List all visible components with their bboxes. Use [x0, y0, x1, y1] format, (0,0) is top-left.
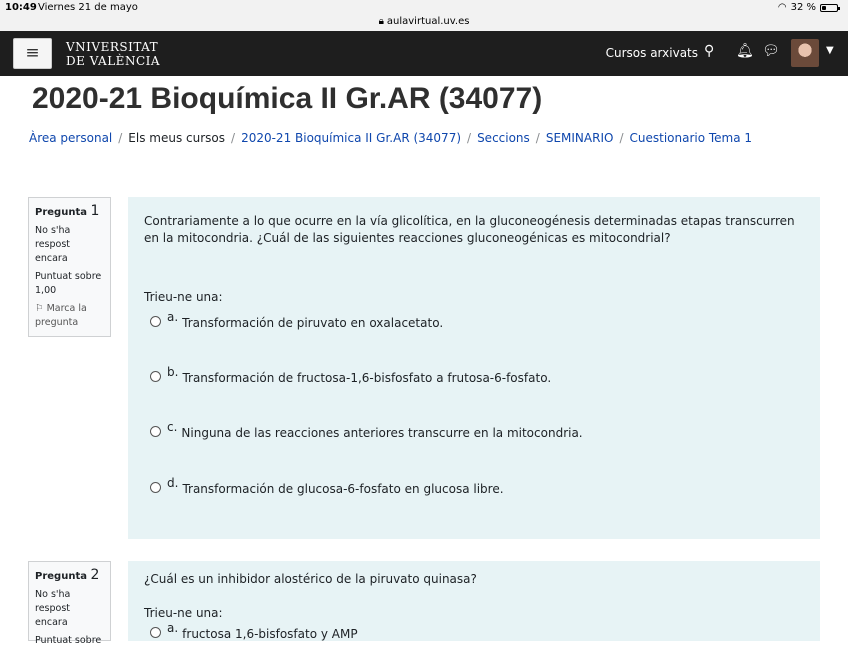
chat-icon[interactable]: 💬︎	[762, 43, 780, 59]
question-text: ¿Cuál es un inhibidor alostérico de la piruvato quinasa?	[144, 572, 477, 586]
question-number: Pregunta 2	[35, 567, 100, 583]
breadcrumb-item-course[interactable]: 2020-21 Bioquímica II Gr.AR (34077)	[241, 131, 462, 145]
battery-percent: 32 %	[790, 2, 816, 13]
flag-icon: ⚐	[35, 303, 44, 314]
status-date: Viernes 21 de mayo	[38, 2, 138, 13]
battery-icon	[820, 4, 838, 12]
lock-icon: 🔒︎	[378, 16, 384, 27]
answer-option-b[interactable]: b. Transformación de fructosa-1,6-bisfosfato a frutosa-6-fosfato.	[150, 368, 551, 385]
url-bar[interactable]	[0, 15, 848, 31]
answer-option-d[interactable]: d. Transformación de glucosa-6-fosfato en glucosa libre.	[150, 479, 504, 496]
question-points: Puntuat sobre 1,00	[35, 271, 102, 296]
flag-question[interactable]: ⚐ Marca la pregunta	[35, 303, 87, 328]
question-number: Pregunta 1	[35, 203, 100, 219]
breadcrumb: Àrea personal / Els meus cursos / 2020-21 Bioquímica II Gr.AR (34077) / Seccions / SEMINARIO / Cuestionario Tema 1	[29, 131, 753, 145]
breadcrumb-item-quiz[interactable]: Cuestionario Tema 1	[629, 131, 753, 145]
status-right	[778, 2, 838, 13]
radio-button[interactable]	[150, 426, 161, 437]
breadcrumb-item-my-courses[interactable]: Els meus cursos	[128, 131, 226, 145]
breadcrumb-item-home[interactable]: Àrea personal	[29, 131, 113, 145]
answer-prompt: Trieu-ne una:	[144, 606, 223, 620]
menu-button[interactable]	[13, 38, 52, 69]
radio-button[interactable]	[150, 371, 161, 382]
question-text: Contrariamente a lo que ocurre en la vía glicolítica, en la gluconeogénesis determinadas etapas transcurren en la mitocondria. ¿Cuál de las siguientes reacciones gluconeogénicas es mitocondrial?	[144, 214, 795, 245]
radio-button[interactable]	[150, 316, 161, 327]
radio-button[interactable]	[150, 482, 161, 493]
archived-courses-link[interactable]: Cursos arxivats	[605, 46, 698, 60]
question-info-1	[28, 197, 111, 337]
question-info-2	[28, 561, 111, 646]
bell-icon[interactable]: 🔔︎	[736, 43, 754, 59]
status-time: 10:49	[5, 2, 37, 13]
answer-option-c[interactable]: c. Ninguna de las reacciones anteriores transcurre en la mitocondria.	[150, 423, 583, 440]
question-points: Puntuat sobre	[35, 635, 102, 646]
question-state: No s'ha respost encara	[35, 589, 71, 628]
logo-line2: DE VALÈNCIA	[66, 54, 161, 68]
user-avatar[interactable]	[791, 39, 819, 67]
logo-line1: VNIVERSITAT	[66, 40, 159, 54]
answer-prompt: Trieu-ne una:	[144, 290, 223, 304]
menu-icon: ≡	[25, 43, 40, 63]
top-navbar	[0, 31, 848, 76]
ios-status-bar	[0, 0, 848, 15]
radio-button[interactable]	[150, 627, 161, 638]
breadcrumb-item-sections[interactable]: Seccions	[477, 131, 530, 145]
answer-option-a[interactable]: a. fructosa 1,6-bisfosfato y AMP	[150, 624, 358, 641]
question-state: No s'ha respost encara	[35, 225, 71, 264]
page-title: 2020-21 Bioquímica II Gr.AR (34077)	[32, 82, 543, 115]
answer-option-a[interactable]: a. Transformación de piruvato en oxalacetato.	[150, 313, 443, 330]
university-logo[interactable]	[66, 40, 160, 68]
search-icon[interactable]: ⚲	[704, 43, 715, 59]
wifi-icon: ◠	[777, 2, 787, 13]
url-domain: aulavirtual.uv.es	[386, 16, 470, 27]
caret-down-icon[interactable]: ▼	[826, 45, 834, 56]
breadcrumb-item-seminario[interactable]: SEMINARIO	[545, 131, 614, 145]
